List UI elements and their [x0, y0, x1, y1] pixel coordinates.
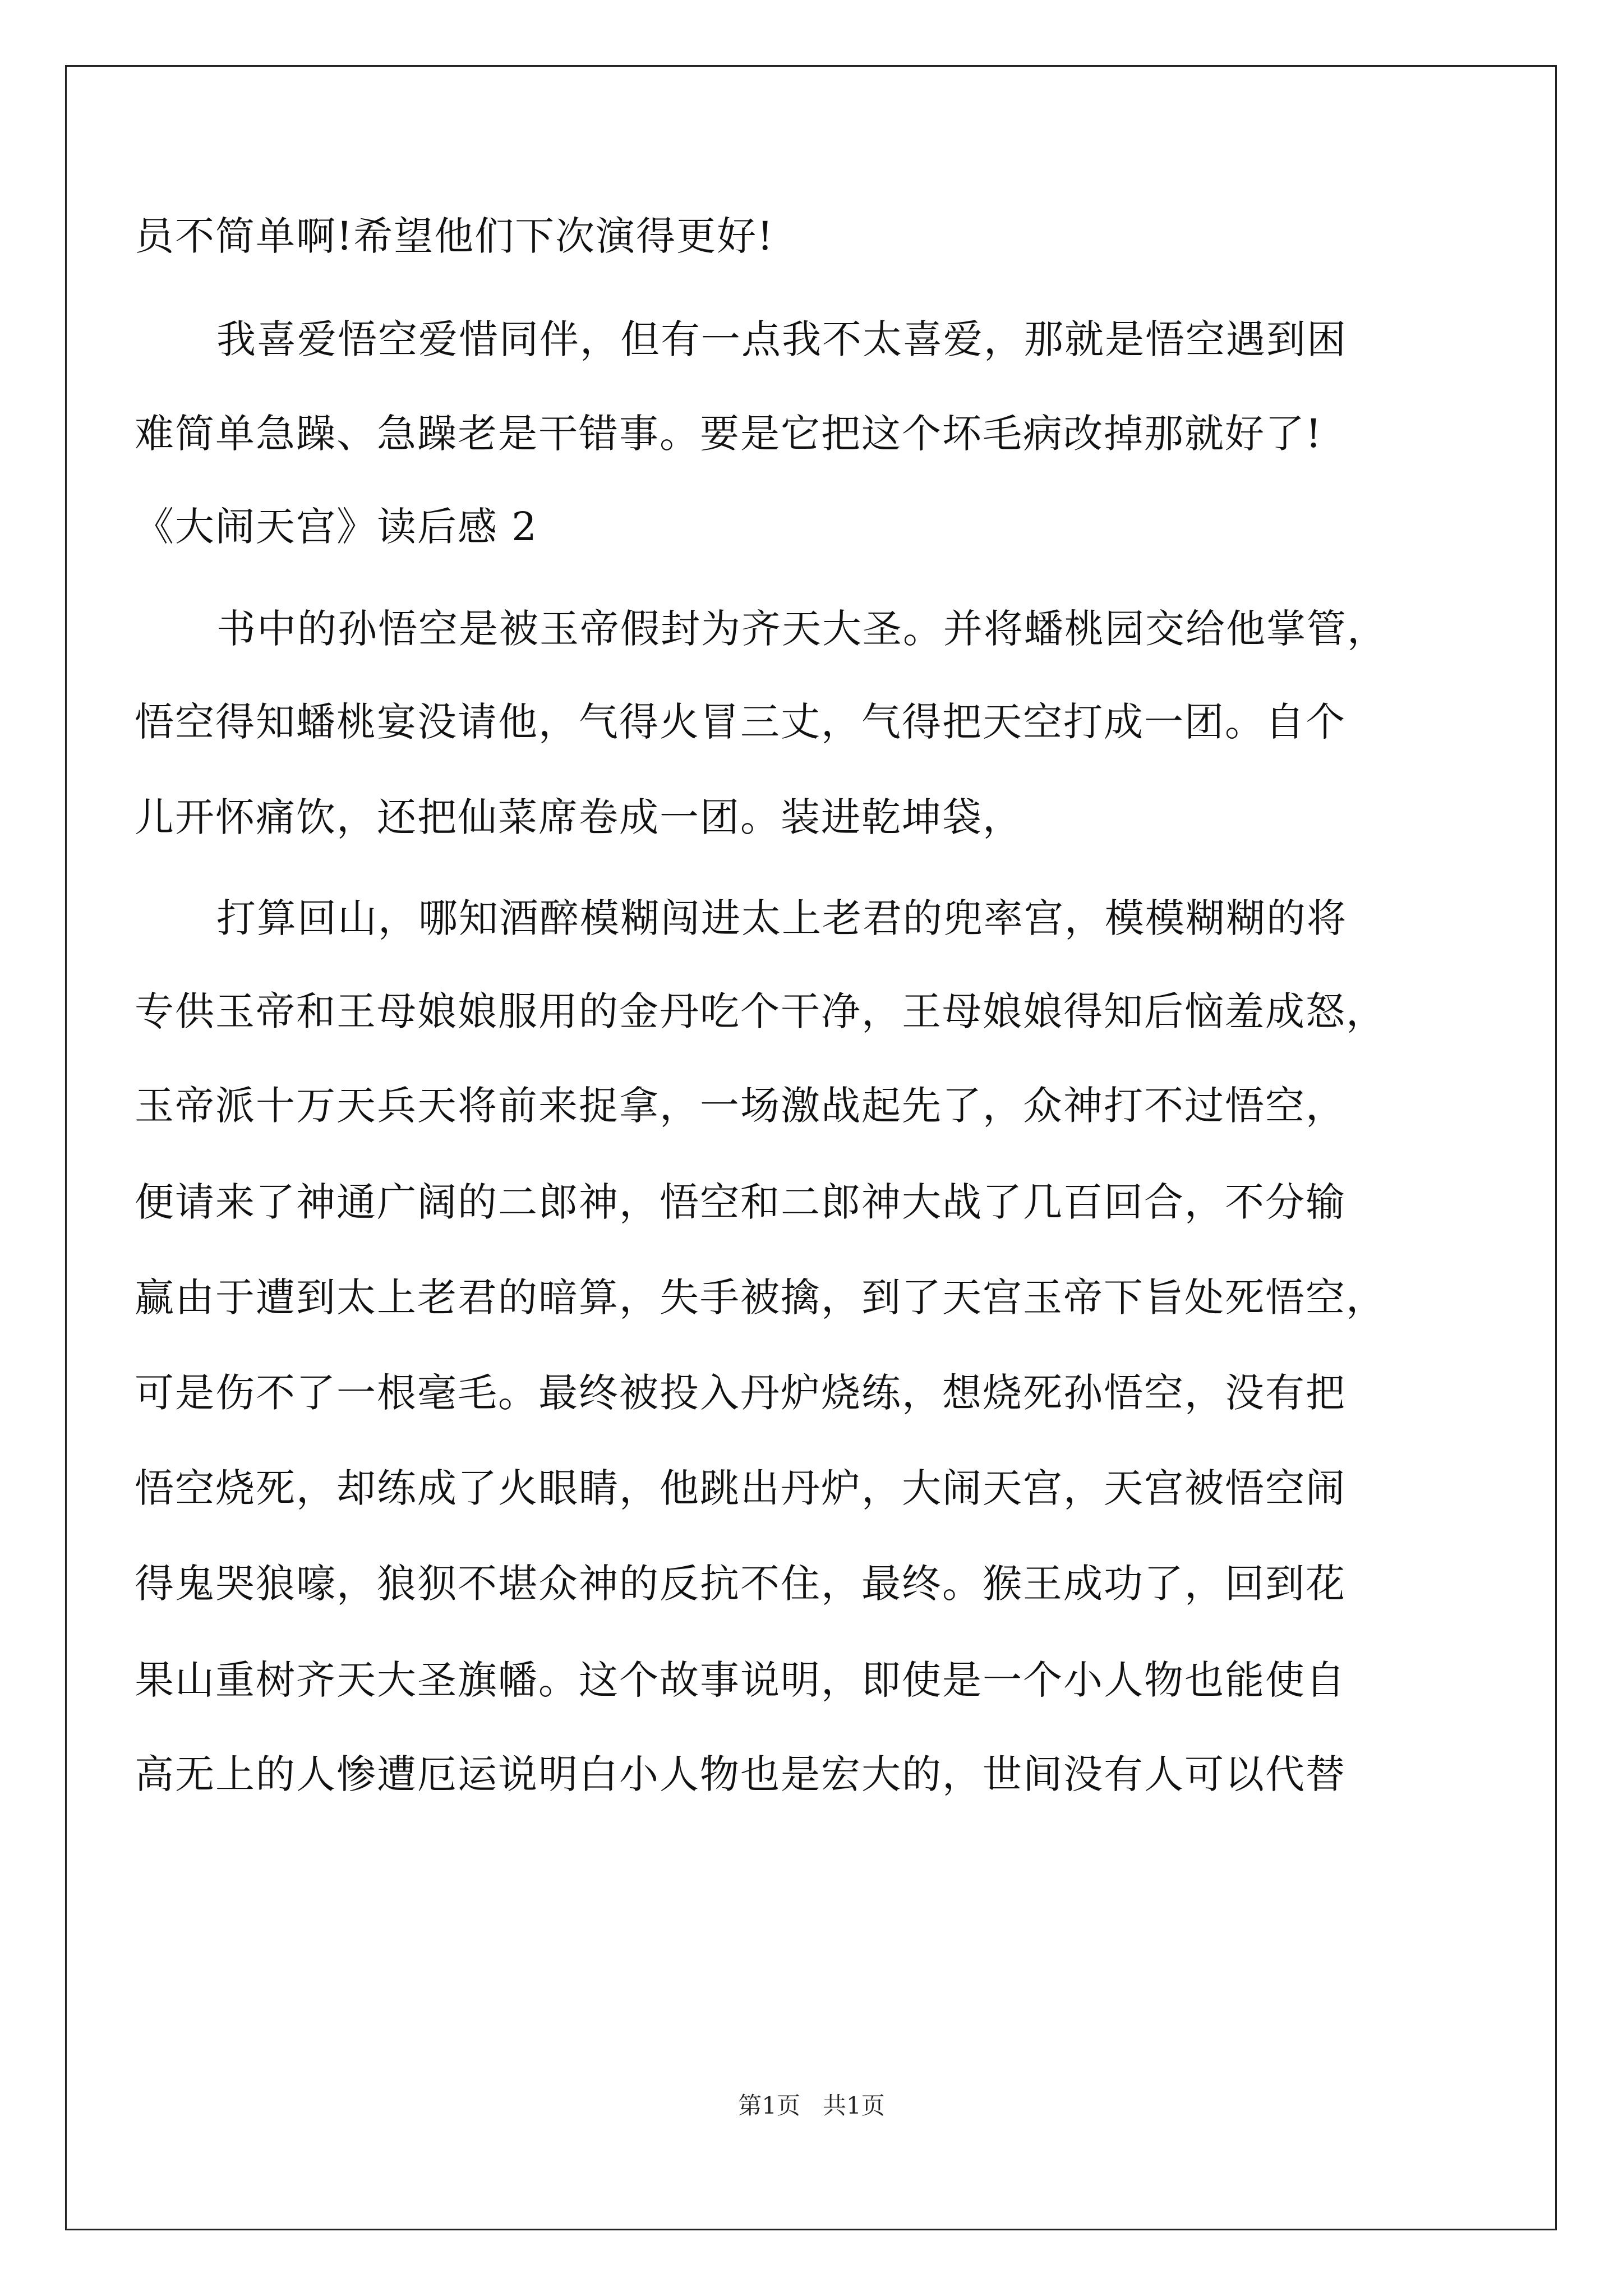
- text-line: 果山重树齐天大圣旗幡。这个故事说明，即使是一个小人物也能使自: [135, 1657, 1346, 1703]
- page-number-footer: 第1页 共1页: [738, 2092, 885, 2119]
- text-line: 高无上的人惨遭厄运说明白小人物也是宏大的，世间没有人可以代替: [135, 1751, 1346, 1797]
- text-line: 赢由于遭到太上老君的暗算，失手被擒，到了天宫玉帝下旨处死悟空，: [135, 1274, 1386, 1320]
- text-line: 便请来了神通广阔的二郎神，悟空和二郎神大战了几百回合，不分输: [135, 1179, 1346, 1225]
- text-line: 员不简单啊!希望他们下次演得更好!: [135, 213, 774, 259]
- section-heading: 《大闹天宫》读后感 2: [135, 504, 538, 550]
- text-line: 悟空得知蟠桃宴没请他，气得火冒三丈，气得把天空打成一团。自个: [135, 699, 1346, 745]
- text-line: 悟空烧死，却练成了火眼睛，他跳出丹炉，大闹天宫，天宫被悟空闹: [135, 1465, 1346, 1511]
- paragraph-start-line: 我喜爱悟空爱惜同伴，但有一点我不太喜爱，那就是悟空遇到困: [216, 316, 1347, 362]
- text-line: 玉帝派十万天兵天将前来捉拿，一场激战起先了，众神打不过悟空，: [135, 1083, 1346, 1129]
- paragraph-start-line: 打算回山，哪知酒醉模糊闯进太上老君的兜率宫，模模糊糊的将: [216, 895, 1347, 941]
- text-line: 儿开怀痛饮，还把仙菜席卷成一团。装进乾坤袋，: [135, 794, 1023, 840]
- text-line: 得鬼哭狼嚎，狼狈不堪众神的反抗不住，最终。猴王成功了，回到花: [135, 1561, 1346, 1607]
- text-line: 难简单急躁、急躁老是干错事。要是它把这个坏毛病改掉那就好了!: [135, 411, 1323, 457]
- text-line: 专供玉帝和王母娘娘服用的金丹吃个干净，王母娘娘得知后恼羞成怒，: [135, 988, 1386, 1034]
- page-border: [65, 65, 1557, 2230]
- paragraph-start-line: 书中的孙悟空是被玉帝假封为齐天大圣。并将蟠桃园交给他掌管，: [216, 606, 1387, 652]
- text-line: 可是伤不了一根毫毛。最终被投入丹炉烧练，想烧死孙悟空，没有把: [135, 1370, 1346, 1416]
